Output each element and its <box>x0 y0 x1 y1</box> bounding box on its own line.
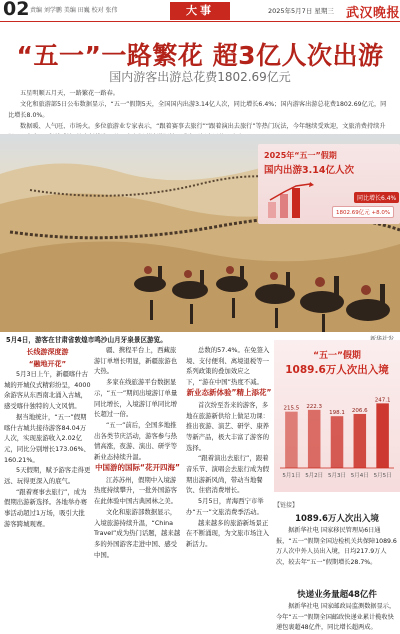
body-paragraph: 越来越多的旅游新场景正在不断涌现，为文旅市场注入新活力。 <box>186 518 270 548</box>
body-paragraph: 首次纷至沓来的游客，多地在旅游新供给上做足功课：推出夜游、演艺、研学、康养等新产品，极大丰富了游客的选择。 <box>186 400 270 452</box>
column-subheading: “融地开花” <box>28 360 67 368</box>
infographic-year-line: 2025年“五一”假期 <box>264 151 337 160</box>
sidebar-paragraph: 据新华社电 国家移民管理局6日通报，“五一”假期全国边检机关共保障1089.6万人次中外人员出入境，日均217.9万人次，较去年“五一”假期增长28.7%。 <box>276 527 397 566</box>
chart-value-label: 247.1 <box>374 397 391 404</box>
growth-chip: 同比增长6.4% <box>354 192 399 203</box>
article-column-1 <box>4 345 91 530</box>
body-paragraph: 多家在线旅游平台数据显示，“五一”期间出境游订单量同比增长，入境游订单同比增长超过一倍。 <box>94 378 178 419</box>
sidebar-paragraph: 据新华社电 国家邮政局监测数据显示，今年“五一”假期全国邮政快递业累计揽收快递包裹超48亿件，同比增长超两成。 <box>276 603 396 632</box>
lead-paragraph: 文化和旅游部5日公布数据显示，“五一”假期5天，全国国内出游3.14亿人次，同比增长6.4%；国内游客出游总花费1802.69亿元，同比增长8.0%。 <box>8 101 387 119</box>
chart-bar <box>331 416 344 468</box>
body-paragraph: 据当地统计，“五一”假期喀什古城共接待游客84.04万人次，实现旅游收入2.02亿元，同比分别增长173.06%、160.21%。 <box>4 412 90 464</box>
chart-value-label: 222.3 <box>306 403 323 410</box>
body-paragraph: 总数的57.4%。在免签入境、支付便利、离境退税等一系列政策的叠加效应之下，“游在中国”热度不减。 <box>186 346 270 387</box>
article-column-2 <box>94 345 181 560</box>
chart-bar <box>376 403 389 468</box>
page-number: 02 <box>3 0 30 20</box>
body-paragraph: 疆、携程平台上，西藏旅游订单增长明显，新疆旅游也大热。 <box>94 346 178 376</box>
chart-bar <box>285 412 298 468</box>
spend-growth: +8.0% <box>371 210 391 216</box>
spend-chip <box>332 206 394 218</box>
masthead <box>0 0 400 22</box>
caption-text: 5月4日，游客在甘肃省敦煌市鸣沙山月牙泉景区游览。 <box>6 336 167 344</box>
link-tag: 【链接】 <box>274 502 299 509</box>
spend-value: 1802.69亿元 <box>336 210 370 216</box>
chart-title-line-1: “五一”假期 <box>313 351 361 361</box>
body-paragraph: 文化和旅游部数据显示，入境旅游持续升温，“China Travel”成为热门话题，越来越多的外国游客走进中国、感受中国。 <box>94 507 181 559</box>
daily-crossings-chart <box>280 386 394 486</box>
headline: “五一”一路繁花 超3亿人次出游 <box>16 41 384 70</box>
chart-category-label: 5月3日 <box>328 473 346 479</box>
body-paragraph: 5月3日上午，新疆喀什古城的开城仪式精彩纷呈，4000余游客从东西南北涌入古城，感受喀什独特的人文风情。 <box>4 370 91 411</box>
chart-category-label: 5月4日 <box>350 473 369 479</box>
chart-value-label: 198.1 <box>329 410 345 417</box>
sidebar-article <box>276 526 398 568</box>
sidebar-article <box>276 602 398 634</box>
article-column-3 <box>186 345 272 550</box>
infographic-main-line: 国内出游3.14亿人次 <box>264 165 354 176</box>
lead-paragraph: 五星明顺五月天，一路繁花一路春。 <box>20 90 119 97</box>
chart-bar <box>354 414 367 468</box>
lead-paragraph: 数据暖、人气旺、市场火。多位旅游业专家表示，“跟着赛事去旅行”“跟着演出去旅行”等热门玩法，今年继续受欢迎，文旅消费持续升 <box>20 123 386 130</box>
body-paragraph: “五一”前后，全国多地推出各类节庆活动，游客参与热情高涨，夜游、演出、研学等新业态持续升温。 <box>94 420 178 462</box>
sidebar <box>274 340 400 632</box>
column-subheading: 新业态新体验”精上添花” <box>186 387 272 397</box>
sidebar-headline: 1089.6万人次出入境 <box>295 514 379 524</box>
chart-category-label: 5月5日 <box>373 473 392 479</box>
column-subheading: 中国游的国际“花开四海” <box>95 462 180 472</box>
chart-bar <box>308 410 321 468</box>
chart-title-line-2: 1089.6万人次出入境 <box>285 364 389 376</box>
chart-value-label: 206.6 <box>351 407 368 414</box>
body-paragraph: “跟着赛事去旅行”，成为假期出游新选择。各地举办赛事活动超过1万场，吸引大批游客跨城观赛。 <box>4 487 88 528</box>
chart-category-label: 5月2日 <box>305 473 324 479</box>
editor-credits: 责编 刘学鹏 美编 田巍 校对 张伟 <box>30 7 118 14</box>
body-paragraph: 5天假期，赋予游客走得更远、玩得更深入的底气。 <box>4 466 91 486</box>
newspaper-logo: 武汉晚报 <box>346 6 400 21</box>
body-paragraph: “跟着演出去旅行”，跟着音乐节、演唱会去旅行成为假期出游新风尚，带动当地餐饮、住宿消费增长。 <box>186 454 270 495</box>
issue-date: 2025年5月7日 星期三 <box>268 7 334 15</box>
sidebar-headline: 快递业务量超48亿件 <box>297 590 377 600</box>
column-subheading: 长线游深度游 <box>26 348 69 356</box>
section-tag: 大事 <box>170 2 230 20</box>
body-paragraph: 5月5日，青海西宁市举办“五一”文旅消费季活动。 <box>186 497 264 516</box>
chart-category-label: 5月1日 <box>282 473 301 479</box>
body-paragraph: 江苏苏州，假期中入境游热度持续攀升，一批外国游客在此体验中国古典园林之美。 <box>94 475 178 506</box>
chart-value-label: 215.5 <box>283 405 300 412</box>
tourism-infographic <box>258 144 400 224</box>
border-crossing-chart-panel <box>274 340 400 492</box>
subheadline: 国内游客出游总花费1802.69亿元 <box>109 70 291 84</box>
infographic-bars-icon <box>266 182 326 218</box>
